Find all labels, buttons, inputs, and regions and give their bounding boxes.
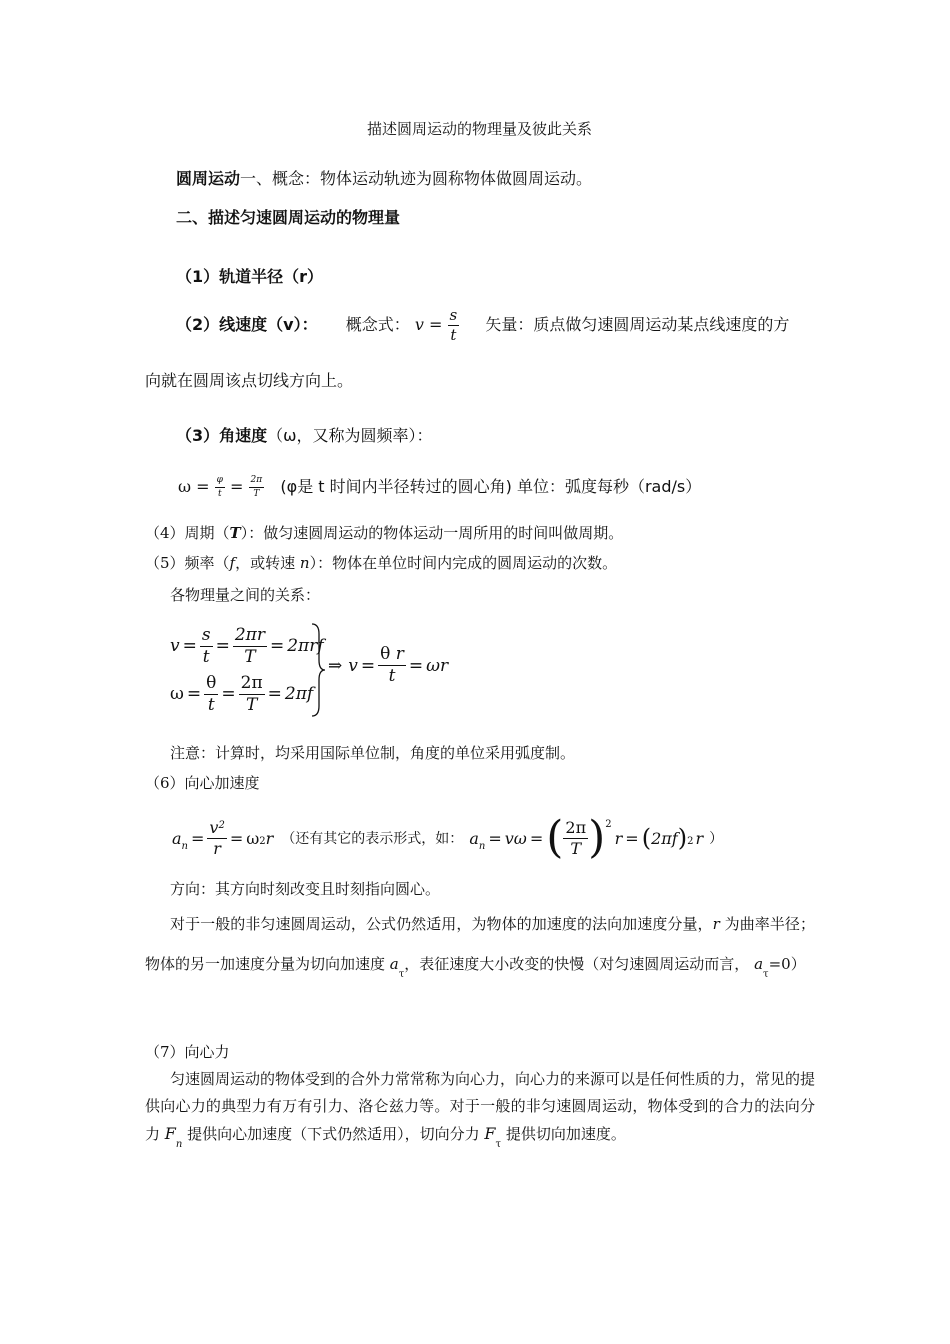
section-concept-head: 圆周运动 bbox=[176, 169, 241, 188]
res-omegar: ωr bbox=[426, 655, 449, 676]
alt-exp: 2 bbox=[605, 818, 612, 830]
item-angular-velocity bbox=[176, 423, 433, 446]
relations-block bbox=[170, 622, 324, 718]
page-title: 描述圆周运动的物理量及彼此关系 bbox=[367, 120, 593, 138]
centripetal-acceleration-formula bbox=[172, 808, 723, 868]
equals-sign: = bbox=[488, 828, 502, 848]
right-brace bbox=[310, 622, 326, 718]
alt-r: r bbox=[614, 828, 623, 848]
item-frequency bbox=[145, 552, 617, 573]
rel-v: v bbox=[170, 636, 180, 656]
general-p2: 为曲率半径；物体的另一加速度分量为切向加速度 bbox=[145, 915, 815, 973]
relations-label: 各物理量之间的关系： bbox=[170, 586, 321, 604]
equals-sign: = bbox=[191, 828, 205, 848]
rel-theta: θ bbox=[206, 672, 217, 693]
right-paren: ) bbox=[588, 812, 606, 863]
item-period-b: ）：做匀速圆周运动的物体运动一周所用的时间叫做周期。 bbox=[240, 524, 624, 542]
equals-sign: = bbox=[186, 684, 202, 704]
force-F: F bbox=[164, 1124, 176, 1143]
section-concept-text: 一、概念：物体运动轨迹为圆称物体做圆周运动。 bbox=[240, 169, 593, 188]
equals-sign: = bbox=[229, 828, 244, 848]
omega2r-omega: ω bbox=[246, 828, 260, 848]
left-paren: ( bbox=[546, 812, 564, 863]
rel-2pif: 2πf bbox=[284, 684, 314, 704]
general-p3: ，表征速度大小改变的快慢（对匀速圆周运动而言， bbox=[404, 955, 750, 973]
alt-r-2: r bbox=[695, 828, 704, 848]
equals-sign: = bbox=[182, 636, 197, 656]
equals-sign: = bbox=[429, 315, 443, 334]
item-angular-velocity-paren: （ω，又称为圆频率）： bbox=[267, 426, 433, 445]
item-frequency-c: ）：物体在单位时间内完成的圆周运动的次数。 bbox=[309, 554, 618, 572]
rel-T: T bbox=[244, 646, 256, 667]
equals-sign: = bbox=[230, 477, 244, 496]
alt-a: a bbox=[469, 828, 479, 848]
item-centripetal-force: （7）向心力 bbox=[145, 1043, 230, 1061]
angular-velocity-formula bbox=[178, 474, 701, 499]
omega-symbol: ω bbox=[178, 477, 192, 496]
right-paren-2: ) bbox=[677, 824, 688, 852]
res-t: t bbox=[388, 666, 396, 686]
general-a2: a bbox=[754, 955, 764, 973]
T-symbol: T bbox=[229, 524, 241, 542]
item-centripetal-acceleration: （6）向心加速度 bbox=[145, 774, 260, 792]
section-concept bbox=[176, 166, 592, 189]
item-frequency-b: ，或转速 bbox=[235, 554, 300, 572]
res-r: r bbox=[395, 644, 404, 664]
alt-vomega: vω bbox=[504, 828, 527, 848]
general-r: r bbox=[712, 915, 720, 933]
force-F2: F bbox=[484, 1124, 496, 1143]
item-linear-velocity-cont: 向就在圆周该点切线方向上。 bbox=[145, 371, 354, 390]
item-linear-velocity-head: （2）线速度（v）： bbox=[176, 315, 318, 334]
rel-s-over-t bbox=[200, 624, 213, 667]
alt-2pi-over-T bbox=[563, 817, 588, 858]
item-linear-velocity-tail: 矢量：质点做匀速圆周运动某点线速度的方 bbox=[485, 315, 790, 334]
rel-2pir: 2πr bbox=[234, 624, 265, 645]
velocity-fraction-den: t bbox=[450, 326, 457, 344]
omega2r-exp: 2 bbox=[259, 835, 266, 847]
angular-velocity-note: (φ是 t 时间内半径转过的圆心角) 单位：弧度每秒（rad/s） bbox=[280, 477, 702, 496]
alt-exp-2: 2 bbox=[687, 835, 694, 847]
omega2r-r: r bbox=[265, 828, 274, 848]
accel-n-sub: n bbox=[181, 840, 188, 852]
velocity-fraction bbox=[448, 308, 460, 343]
item-angular-velocity-head: （3）角速度 bbox=[176, 426, 268, 445]
item-frequency-a: （5）频率（ bbox=[145, 554, 230, 572]
res-theta: θ bbox=[380, 644, 391, 664]
force-tau-sub: τ bbox=[495, 1139, 502, 1150]
relation-result bbox=[328, 646, 448, 685]
equals-sign: = bbox=[221, 684, 236, 704]
force-p1: 匀速圆周运动的物体受到的合外力常常称为向心力，向心力的来源可以是任何性质的力，常见的提供向心力的典型力有万有引力、洛仑兹力等。对于一般的非匀速圆周运动，物体受到的合力的法向分力 bbox=[145, 1070, 816, 1143]
equals-sign: = bbox=[360, 655, 376, 676]
section-quantities-head: 二、描述匀速圆周运动的物理量 bbox=[176, 208, 401, 227]
general-tau: τ bbox=[398, 969, 405, 980]
alt-close: ） bbox=[709, 831, 724, 847]
equals-sign: = bbox=[625, 828, 639, 848]
res-v: v bbox=[348, 655, 358, 676]
rel-t: t bbox=[207, 694, 215, 715]
twopi-num: 2π bbox=[249, 476, 265, 488]
item-linear-velocity-label: 概念式： bbox=[345, 315, 410, 334]
direction-text: 方向：其方向时刻改变且时刻指向圆心。 bbox=[170, 880, 441, 898]
T-den: T bbox=[253, 489, 260, 499]
v2-over-r bbox=[207, 817, 226, 858]
rel-t: t bbox=[202, 646, 210, 667]
rel-T: T bbox=[245, 694, 258, 715]
phi-over-t bbox=[215, 476, 225, 499]
alt-2pif: 2πf bbox=[651, 828, 678, 848]
alt-2pi: 2π bbox=[565, 817, 587, 837]
rel-2pir-over-T bbox=[233, 624, 267, 667]
implies-arrow: ⇒ bbox=[328, 655, 343, 676]
force-paragraph bbox=[145, 1066, 815, 1150]
rel-omega: ω bbox=[170, 684, 184, 704]
accel-a: a bbox=[172, 828, 182, 848]
relation-line-2 bbox=[170, 670, 324, 718]
general-paragraph bbox=[145, 904, 815, 987]
force-p3: 提供切向加速度。 bbox=[501, 1125, 626, 1143]
velocity-fraction-num: s bbox=[449, 306, 458, 324]
force-p2: 提供向心加速度（下式仍然适用），切向分力 bbox=[182, 1125, 485, 1143]
alt-T: T bbox=[570, 838, 582, 858]
item-period bbox=[145, 522, 623, 543]
f-symbol: f bbox=[229, 554, 236, 572]
alt-n-sub: n bbox=[478, 840, 486, 852]
rel-2pi: 2π bbox=[240, 672, 263, 693]
rel-2pirf: 2πrf bbox=[287, 636, 324, 656]
equals-sign: = bbox=[215, 636, 230, 656]
equals-sign: = bbox=[269, 636, 285, 656]
v2-v: v bbox=[209, 817, 219, 837]
rel-theta-over-t bbox=[204, 672, 218, 715]
phi-num: φ bbox=[215, 476, 225, 488]
rel-s: s bbox=[201, 624, 211, 645]
left-paren-2: ( bbox=[641, 824, 652, 852]
t-den: t bbox=[217, 489, 222, 499]
general-tau2: τ bbox=[763, 969, 769, 980]
equals-sign: = bbox=[529, 828, 544, 848]
item-radius: （1）轨道半径（r） bbox=[176, 267, 324, 286]
general-a: a bbox=[389, 955, 399, 973]
item-period-a: （4）周期（ bbox=[145, 524, 230, 542]
twopi-over-T bbox=[249, 476, 265, 499]
equals-sign: = bbox=[408, 655, 424, 676]
v2-r: r bbox=[213, 838, 221, 858]
item-linear-velocity bbox=[176, 308, 789, 343]
force-n-sub: n bbox=[175, 1139, 183, 1150]
unit-note: 注意：计算时，均采用国际单位制，角度的单位采用弧度制。 bbox=[170, 744, 576, 762]
equals-sign: = bbox=[267, 684, 282, 704]
general-p1: 对于一般的非匀速圆周运动，公式仍然适用，为物体的加速度的法向加速度分量， bbox=[170, 915, 713, 933]
res-theta-over-t bbox=[378, 646, 406, 685]
general-eq0: =0） bbox=[768, 955, 806, 973]
rel-2pi-over-T bbox=[239, 672, 265, 715]
v2-exp: 2 bbox=[218, 819, 225, 831]
equals-sign: = bbox=[196, 477, 210, 496]
relation-line-1 bbox=[170, 622, 324, 670]
v-symbol: v bbox=[414, 315, 424, 334]
alt-forms-text: （还有其它的表示形式，如： bbox=[281, 831, 464, 847]
n-symbol: n bbox=[299, 554, 310, 572]
